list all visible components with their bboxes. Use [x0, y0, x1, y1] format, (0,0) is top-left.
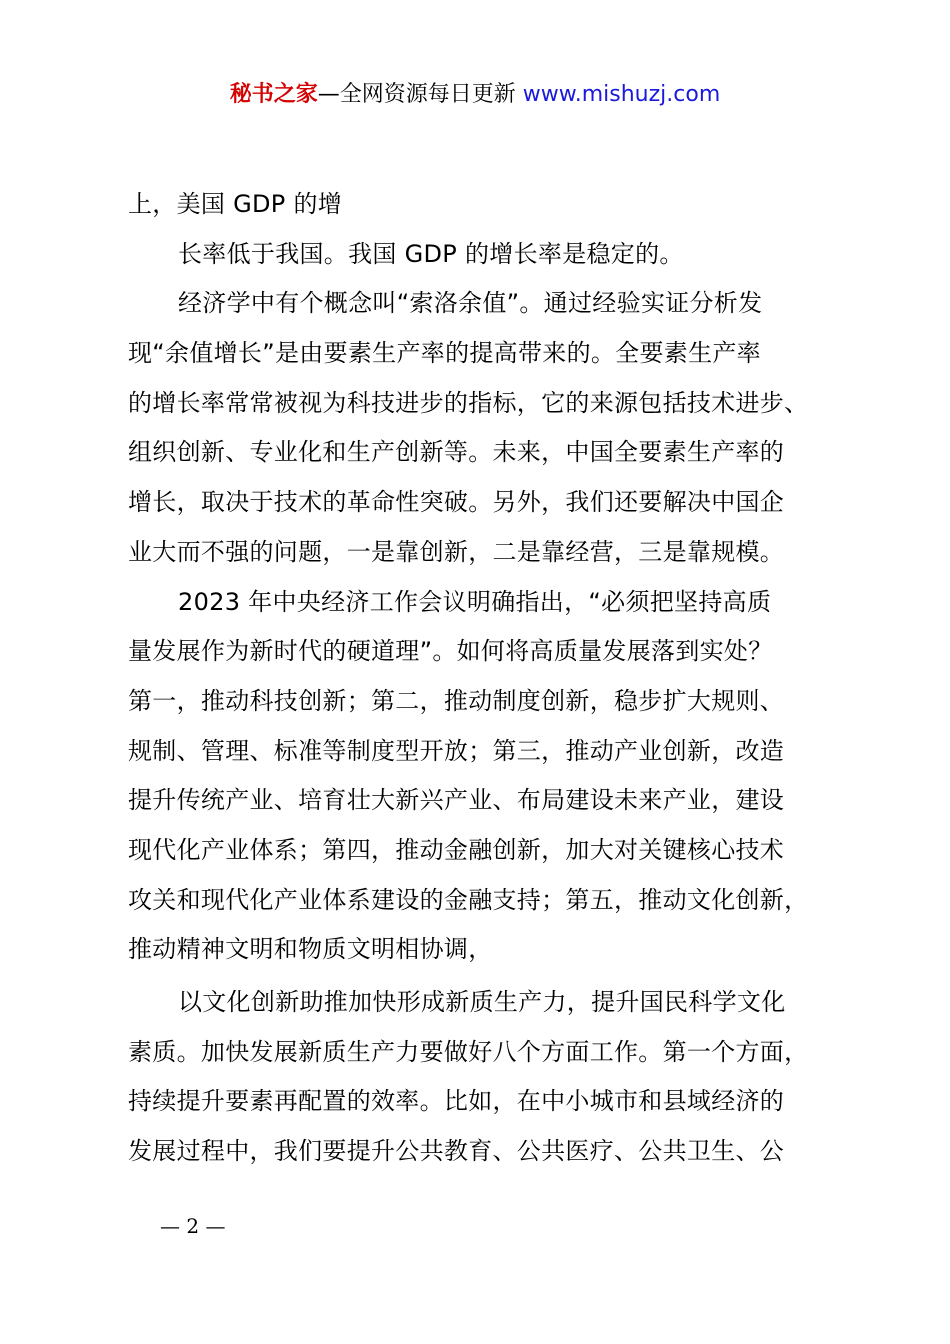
- brand-name: 秘书之家: [229, 82, 318, 107]
- text-line: 提升传统产业、培育壮大新兴产业、布局建设未来产业，建设: [128, 786, 785, 815]
- paragraph-start-line: 以文化创新助推加快形成新质生产力，提升国民科学文化: [178, 988, 786, 1016]
- text-line: 现代化产业体系；第四，推动金融创新，加大对关键核心技术: [128, 835, 785, 864]
- text-line: 推动精神文明和物质文明相协调，: [128, 935, 493, 964]
- header-dash: —: [317, 82, 340, 107]
- document-body: [128, 180, 858, 1177]
- text-line: 发展过程中，我们要提升公共教育、公共医疗、公共卫生、公: [128, 1137, 785, 1166]
- text-line: 业大而不强的问题，一是靠创新，二是靠经营，三是靠规模。: [128, 537, 785, 566]
- page-number: — 2 —: [160, 1214, 226, 1238]
- text-line: 现“余值增长”是由要素生产率的提高带来的。全要素生产率: [128, 339, 761, 368]
- text-line: 的增长率常常被视为科技进步的指标，它的来源包括技术进步、: [128, 388, 809, 417]
- text-line: 长率低于我国。我国 GDP 的增长率是稳定的。: [178, 239, 684, 268]
- text-line: 规制、管理、标准等制度型开放；第三，推动产业创新，改造: [128, 736, 785, 765]
- text-line: 量发展作为新时代的硬道理”。如何将高质量发展落到实处？: [128, 637, 773, 666]
- text-line: 攻关和现代化产业体系建设的金融支持；第五，推动文化创新，: [128, 885, 809, 914]
- text-line: 上，美国 GDP 的增: [128, 190, 343, 218]
- paragraph-start-line: 经济学中有个概念叫“索洛余值”。通过经验实证分析发: [178, 289, 763, 318]
- paragraph-start-line: 2023 年中央经济工作会议明确指出，“必须把坚持高质: [178, 587, 772, 616]
- text-line: 第一，推动科技创新；第二，推动制度创新，稳步扩大规则、: [128, 686, 785, 715]
- site-url-link[interactable]: www.mishuzj.com: [522, 82, 721, 107]
- header-tagline: 全网资源每日更新: [339, 82, 516, 107]
- text-line: 素质。加快发展新质生产力要做好八个方面工作。第一个方面，: [128, 1037, 809, 1066]
- text-line: 增长，取决于技术的革命性突破。另外，我们还要解决中国企: [128, 488, 785, 517]
- text-line: 持续提升要素再配置的效率。比如，在中小城市和县域经济的: [128, 1087, 785, 1116]
- text-line: 组织创新、专业化和生产创新等。未来，中国全要素生产率的: [128, 438, 785, 467]
- page-header: [0, 80, 950, 110]
